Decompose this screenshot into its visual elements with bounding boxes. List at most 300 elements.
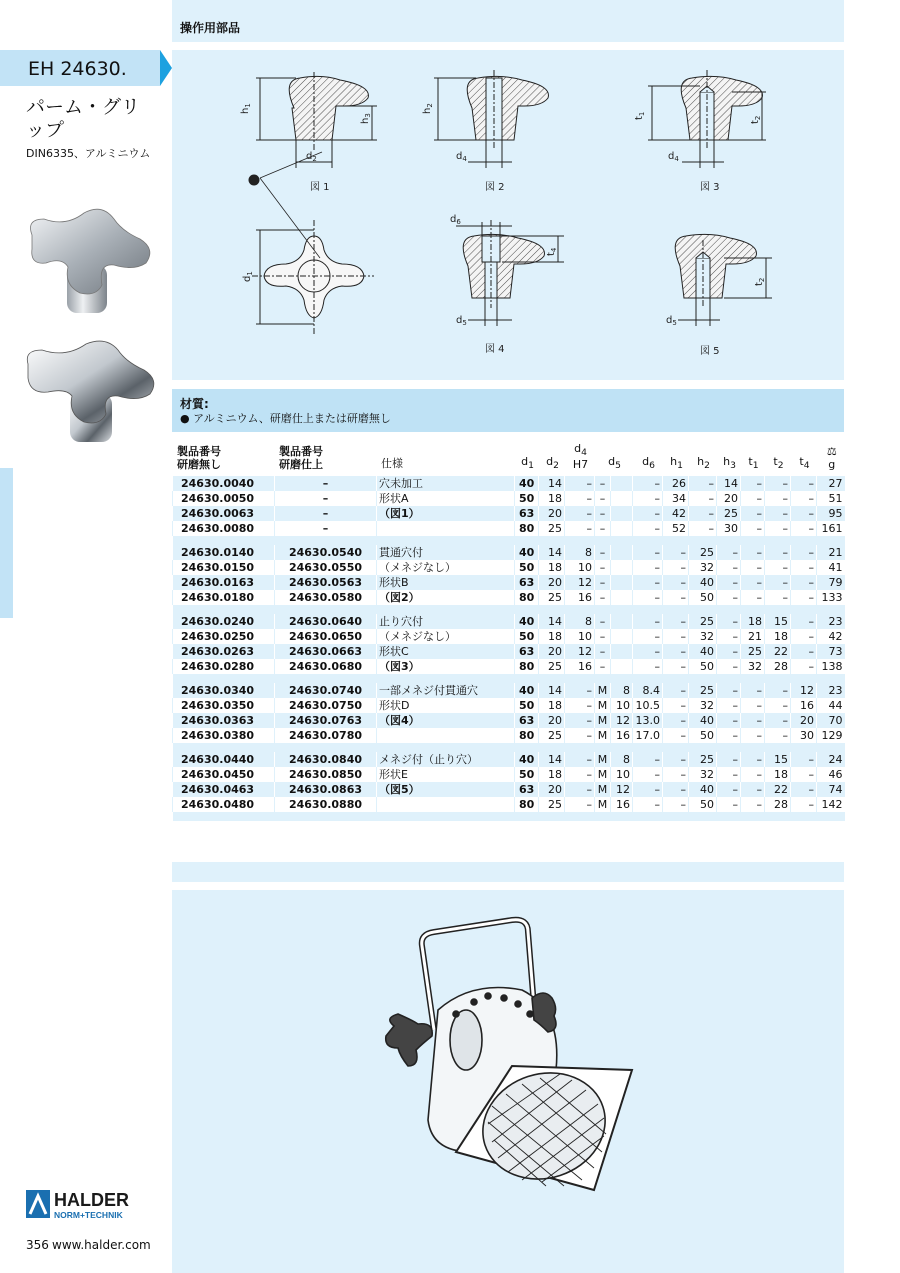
cell-spec: （メネジなし） [377, 560, 515, 575]
cell-spec: 形状A [377, 491, 515, 506]
cell-d4: – [565, 491, 595, 506]
table-row [173, 644, 845, 659]
table-group-spacer [173, 536, 845, 545]
cell-d5: 10 [611, 698, 633, 713]
cell-t1: – [741, 728, 765, 743]
cell-part-polished: 24630.0740 [275, 683, 377, 698]
cell-part-polished: – [275, 476, 377, 491]
cell-d6: – [633, 521, 663, 536]
material-text: ● アルミニウム、研磨仕上または研磨無し [180, 412, 391, 425]
cell-h3: – [717, 659, 741, 674]
cell-weight: 142 [817, 797, 845, 812]
cell-d5: 16 [611, 797, 633, 812]
cell-d4: – [565, 476, 595, 491]
cell-spec: （メネジなし） [377, 629, 515, 644]
cell-h1: – [663, 590, 689, 605]
cell-d5-prefix: – [595, 560, 611, 575]
cell-d2: 25 [539, 728, 565, 743]
cell-d4: – [565, 728, 595, 743]
dim-label-h1: $h_1$ [240, 103, 252, 114]
cell-d5-prefix: – [595, 506, 611, 521]
cell-weight: 41 [817, 560, 845, 575]
header-t1: $t_1$ [741, 440, 765, 476]
cell-part-unpolished: 24630.0140 [173, 545, 275, 560]
cell-d1: 50 [515, 560, 539, 575]
cell-part-polished: 24630.0880 [275, 797, 377, 812]
header-part-polished: 製品番号 研磨仕上 [275, 440, 377, 476]
table-row [173, 476, 845, 491]
cell-d6: – [633, 659, 663, 674]
cell-t2: – [765, 560, 791, 575]
cell-d2: 18 [539, 629, 565, 644]
spacer-cell [173, 812, 845, 821]
product-photo-matte [22, 205, 162, 325]
cell-t2: 22 [765, 644, 791, 659]
cell-h1: – [663, 683, 689, 698]
cell-part-unpolished: 24630.0263 [173, 644, 275, 659]
cell-t4: – [791, 782, 817, 797]
cell-h1: – [663, 797, 689, 812]
cell-d1: 63 [515, 506, 539, 521]
cell-d6: – [633, 614, 663, 629]
cell-h1: – [663, 782, 689, 797]
cell-part-polished: 24630.0540 [275, 545, 377, 560]
cell-d6: – [633, 575, 663, 590]
cell-weight: 23 [817, 683, 845, 698]
cell-d4: – [565, 797, 595, 812]
dim-label-d5-fig4: $d_5$ [456, 315, 467, 327]
cell-t4: 12 [791, 683, 817, 698]
cell-d6: – [633, 545, 663, 560]
cell-h2: 40 [689, 644, 717, 659]
cell-t1: 18 [741, 614, 765, 629]
cell-part-unpolished: 24630.0063 [173, 506, 275, 521]
cell-t4: – [791, 767, 817, 782]
cell-d1: 80 [515, 659, 539, 674]
cell-t2: 22 [765, 782, 791, 797]
table-row [173, 521, 845, 536]
cell-d5-prefix: – [595, 521, 611, 536]
cell-t4: 30 [791, 728, 817, 743]
cell-h1: – [663, 713, 689, 728]
cell-d4: 12 [565, 575, 595, 590]
cell-d2: 18 [539, 767, 565, 782]
dim-label-d5-fig5: $d_5$ [666, 315, 677, 327]
cell-weight: 21 [817, 545, 845, 560]
cell-d6: – [633, 590, 663, 605]
cell-t1: 25 [741, 644, 765, 659]
figure-4-shape [456, 220, 564, 326]
cell-t4: – [791, 506, 817, 521]
table-header-row [173, 440, 845, 476]
cell-t1: – [741, 683, 765, 698]
header-weight: ⚖ g [817, 440, 845, 476]
cell-h2: 50 [689, 728, 717, 743]
dim-label-t1: $t_1$ [634, 111, 646, 120]
cell-h2: 25 [689, 683, 717, 698]
cell-t2: 18 [765, 629, 791, 644]
table-row [173, 491, 845, 506]
cell-h2: 25 [689, 752, 717, 767]
table-row [173, 728, 845, 743]
table-row [173, 767, 845, 782]
cell-d5-prefix: M [595, 698, 611, 713]
cell-h1: – [663, 728, 689, 743]
cell-d1: 63 [515, 575, 539, 590]
cell-spec [377, 797, 515, 812]
cell-h1: – [663, 560, 689, 575]
cell-part-polished: – [275, 521, 377, 536]
figure-4-caption: 図 4 [485, 344, 505, 355]
cell-d6: 10.5 [633, 698, 663, 713]
cell-part-polished: 24630.0750 [275, 698, 377, 713]
cell-h2: 50 [689, 797, 717, 812]
cell-d2: 14 [539, 614, 565, 629]
cell-d1: 63 [515, 782, 539, 797]
cell-h3: – [717, 767, 741, 782]
spacer-cell [173, 536, 845, 545]
cell-d2: 14 [539, 545, 565, 560]
cell-h2: 32 [689, 629, 717, 644]
cell-spec: 形状C [377, 644, 515, 659]
table-group-spacer [173, 605, 845, 614]
header-h1: $h_1$ [663, 440, 689, 476]
cell-t4: – [791, 575, 817, 590]
cell-d6: – [633, 491, 663, 506]
cell-weight: 161 [817, 521, 845, 536]
header-t2: $t_2$ [765, 440, 791, 476]
cell-d2: 20 [539, 575, 565, 590]
cell-t4: – [791, 614, 817, 629]
dim-label-d4-fig2: $d_4$ [456, 151, 467, 163]
cell-part-unpolished: 24630.0350 [173, 698, 275, 713]
cell-d6: 8.4 [633, 683, 663, 698]
table-row [173, 713, 845, 728]
figure-2-caption: 図 2 [485, 182, 505, 193]
cell-h2: 40 [689, 713, 717, 728]
cell-weight: 129 [817, 728, 845, 743]
cell-d1: 80 [515, 797, 539, 812]
cell-spec: （図5） [377, 782, 515, 797]
cell-part-polished: 24630.0650 [275, 629, 377, 644]
cell-part-unpolished: 24630.0180 [173, 590, 275, 605]
cell-part-unpolished: 24630.0240 [173, 614, 275, 629]
cell-d2: 20 [539, 713, 565, 728]
cell-t4: – [791, 521, 817, 536]
cell-t2: – [765, 506, 791, 521]
cell-h2: 50 [689, 659, 717, 674]
cell-weight: 42 [817, 629, 845, 644]
cell-h1: – [663, 767, 689, 782]
cell-t1: – [741, 782, 765, 797]
cell-d2: 18 [539, 560, 565, 575]
table-row [173, 575, 845, 590]
cell-part-polished: – [275, 491, 377, 506]
cell-h3: – [717, 713, 741, 728]
cell-h3: – [717, 614, 741, 629]
cell-d2: 25 [539, 590, 565, 605]
cell-h3: – [717, 560, 741, 575]
cell-h3: 30 [717, 521, 741, 536]
cell-d4: 8 [565, 545, 595, 560]
cell-t2: – [765, 728, 791, 743]
cell-d5-prefix: – [595, 575, 611, 590]
cell-h3: – [717, 575, 741, 590]
cell-part-polished: 24630.0840 [275, 752, 377, 767]
halder-logo [26, 1188, 166, 1222]
cell-h2: 32 [689, 698, 717, 713]
cell-d4: 10 [565, 629, 595, 644]
cell-part-unpolished: 24630.0150 [173, 560, 275, 575]
spacer-cell [173, 674, 845, 683]
cell-d1: 50 [515, 491, 539, 506]
cell-d6: – [633, 797, 663, 812]
cell-part-unpolished: 24630.0040 [173, 476, 275, 491]
cell-t1: – [741, 545, 765, 560]
header-h2: $h_2$ [689, 440, 717, 476]
cell-weight: 51 [817, 491, 845, 506]
cell-t2: 15 [765, 614, 791, 629]
table-row [173, 614, 845, 629]
dim-label-h2: $h_2$ [422, 103, 434, 114]
cell-d2: 18 [539, 698, 565, 713]
cell-t2: – [765, 698, 791, 713]
figure-1-shape [256, 72, 377, 168]
cell-weight: 27 [817, 476, 845, 491]
spacer-cell [173, 743, 845, 752]
cell-t1: – [741, 767, 765, 782]
cell-d5-prefix: M [595, 683, 611, 698]
cell-d5 [611, 545, 633, 560]
cell-h1: – [663, 698, 689, 713]
cell-d5-prefix: M [595, 782, 611, 797]
cell-d2: 25 [539, 797, 565, 812]
product-description: DIN6335、アルミニウム [26, 147, 151, 160]
cell-d1: 40 [515, 614, 539, 629]
cell-part-polished: – [275, 506, 377, 521]
cell-weight: 73 [817, 644, 845, 659]
cell-d4: – [565, 782, 595, 797]
table-row [173, 659, 845, 674]
header-d1: $d_1$ [515, 440, 539, 476]
cell-h2: – [689, 491, 717, 506]
cell-d5-prefix: M [595, 797, 611, 812]
cell-t1: – [741, 698, 765, 713]
cell-d5: 10 [611, 767, 633, 782]
cell-h2: 32 [689, 767, 717, 782]
cell-d5-prefix: – [595, 590, 611, 605]
cell-d6: – [633, 767, 663, 782]
dim-label-d2: $d_2$ [306, 151, 317, 163]
separator-band [172, 862, 844, 882]
cell-d4: 16 [565, 659, 595, 674]
cell-t1: – [741, 590, 765, 605]
cell-weight: 24 [817, 752, 845, 767]
cell-d5-prefix: – [595, 614, 611, 629]
drawing-svg [172, 50, 844, 380]
product-name: パーム・グリップ [26, 96, 141, 141]
cell-part-unpolished: 24630.0440 [173, 752, 275, 767]
application-photo [172, 890, 844, 1273]
cell-part-polished: 24630.0763 [275, 713, 377, 728]
table-row [173, 752, 845, 767]
cell-t4: – [791, 629, 817, 644]
header-d5: $d_5$ [595, 440, 633, 476]
cell-d5 [611, 590, 633, 605]
cell-t4: – [791, 797, 817, 812]
cell-h1: 26 [663, 476, 689, 491]
dim-label-t2-fig5: $t_2$ [754, 277, 766, 286]
cell-h1: – [663, 629, 689, 644]
cell-h3: – [717, 728, 741, 743]
cell-t1: – [741, 521, 765, 536]
cell-h3: – [717, 545, 741, 560]
cell-part-unpolished: 24630.0363 [173, 713, 275, 728]
cell-t4: – [791, 560, 817, 575]
cell-d5 [611, 506, 633, 521]
cell-weight: 74 [817, 782, 845, 797]
cell-d5-prefix: M [595, 728, 611, 743]
cell-t4: – [791, 545, 817, 560]
cell-d1: 50 [515, 629, 539, 644]
cell-part-unpolished: 24630.0250 [173, 629, 275, 644]
cell-weight: 46 [817, 767, 845, 782]
figure-5-caption: 図 5 [700, 346, 720, 357]
cell-part-polished: 24630.0780 [275, 728, 377, 743]
cell-spec: （図1） [377, 506, 515, 521]
arrow-right-icon [160, 50, 172, 86]
cell-t1: – [741, 752, 765, 767]
cell-d2: 14 [539, 476, 565, 491]
cell-d5: 16 [611, 728, 633, 743]
header-part-unpolished: 製品番号 研磨無し [173, 440, 275, 476]
cell-t1: – [741, 560, 765, 575]
cell-d4: 12 [565, 644, 595, 659]
cell-spec: 止り穴付 [377, 614, 515, 629]
website-link[interactable]: www.halder.com [52, 1238, 151, 1252]
table-row [173, 590, 845, 605]
cell-weight: 44 [817, 698, 845, 713]
cell-d1: 63 [515, 644, 539, 659]
cell-spec: （図2） [377, 590, 515, 605]
cell-d1: 63 [515, 713, 539, 728]
cell-d6: – [633, 782, 663, 797]
cell-d6: – [633, 506, 663, 521]
spotlight-illustration [172, 890, 844, 1273]
cell-h1: – [663, 659, 689, 674]
table-group-spacer [173, 812, 845, 821]
cell-d6: – [633, 560, 663, 575]
cell-h3: 20 [717, 491, 741, 506]
cell-t1: – [741, 476, 765, 491]
cell-t4: – [791, 752, 817, 767]
table-row [173, 698, 845, 713]
cell-h2: 25 [689, 545, 717, 560]
cell-spec: 貫通穴付 [377, 545, 515, 560]
cell-d1: 80 [515, 590, 539, 605]
cell-d5 [611, 491, 633, 506]
cell-h1: – [663, 545, 689, 560]
header-spec: 仕様 [377, 440, 515, 476]
cell-h1: – [663, 752, 689, 767]
figure-2-shape [434, 70, 548, 168]
cell-spec: （図3） [377, 659, 515, 674]
cell-h3: – [717, 629, 741, 644]
cell-t2: 28 [765, 797, 791, 812]
cell-part-polished: 24630.0640 [275, 614, 377, 629]
cell-d6: – [633, 476, 663, 491]
dim-label-t4: $t_4$ [546, 247, 558, 256]
table-row [173, 683, 845, 698]
cell-part-unpolished: 24630.0463 [173, 782, 275, 797]
cell-t1: – [741, 797, 765, 812]
cell-d2: 18 [539, 491, 565, 506]
table-row [173, 545, 845, 560]
side-tab [0, 468, 13, 618]
cell-d5 [611, 560, 633, 575]
cell-part-polished: 24630.0550 [275, 560, 377, 575]
cell-part-unpolished: 24630.0480 [173, 797, 275, 812]
page-number: 356 [26, 1238, 49, 1252]
cell-h1: – [663, 644, 689, 659]
section-title: 操作用部品 [180, 21, 241, 35]
table-row [173, 629, 845, 644]
cell-t1: – [741, 506, 765, 521]
cell-spec: 形状B [377, 575, 515, 590]
cell-h3: – [717, 590, 741, 605]
cell-d5-prefix: – [595, 476, 611, 491]
cell-d1: 80 [515, 728, 539, 743]
weight-icon: ⚖ [826, 445, 837, 459]
cell-h1: 42 [663, 506, 689, 521]
cell-d4: – [565, 767, 595, 782]
cell-spec: メネジ付（止り穴） [377, 752, 515, 767]
cell-part-unpolished: 24630.0080 [173, 521, 275, 536]
spacer-cell [173, 605, 845, 614]
cell-d4: – [565, 752, 595, 767]
cell-d6: – [633, 644, 663, 659]
cell-d4: – [565, 698, 595, 713]
cell-d4: 10 [565, 560, 595, 575]
cell-spec [377, 521, 515, 536]
figure-3-caption: 図 3 [700, 182, 720, 193]
cell-t1: – [741, 713, 765, 728]
cell-t2: 15 [765, 752, 791, 767]
figure-1-top-view [249, 152, 374, 334]
table-row [173, 782, 845, 797]
cell-d2: 25 [539, 521, 565, 536]
header-h3: $h_3$ [717, 440, 741, 476]
cell-t2: – [765, 545, 791, 560]
dim-label-d6: $d_6$ [450, 214, 461, 226]
cell-t2: – [765, 476, 791, 491]
cell-part-unpolished: 24630.0340 [173, 683, 275, 698]
cell-t2: – [765, 590, 791, 605]
cell-d5: 12 [611, 713, 633, 728]
cell-d5-prefix: – [595, 644, 611, 659]
cell-h2: – [689, 521, 717, 536]
cell-d4: – [565, 683, 595, 698]
cell-d2: 20 [539, 782, 565, 797]
cell-t4: – [791, 644, 817, 659]
cell-weight: 138 [817, 659, 845, 674]
product-photo-polished [22, 338, 162, 448]
cell-t1: – [741, 575, 765, 590]
cell-d5-prefix: M [595, 767, 611, 782]
cell-part-polished: 24630.0850 [275, 767, 377, 782]
cell-t1: 21 [741, 629, 765, 644]
cell-d4: – [565, 506, 595, 521]
